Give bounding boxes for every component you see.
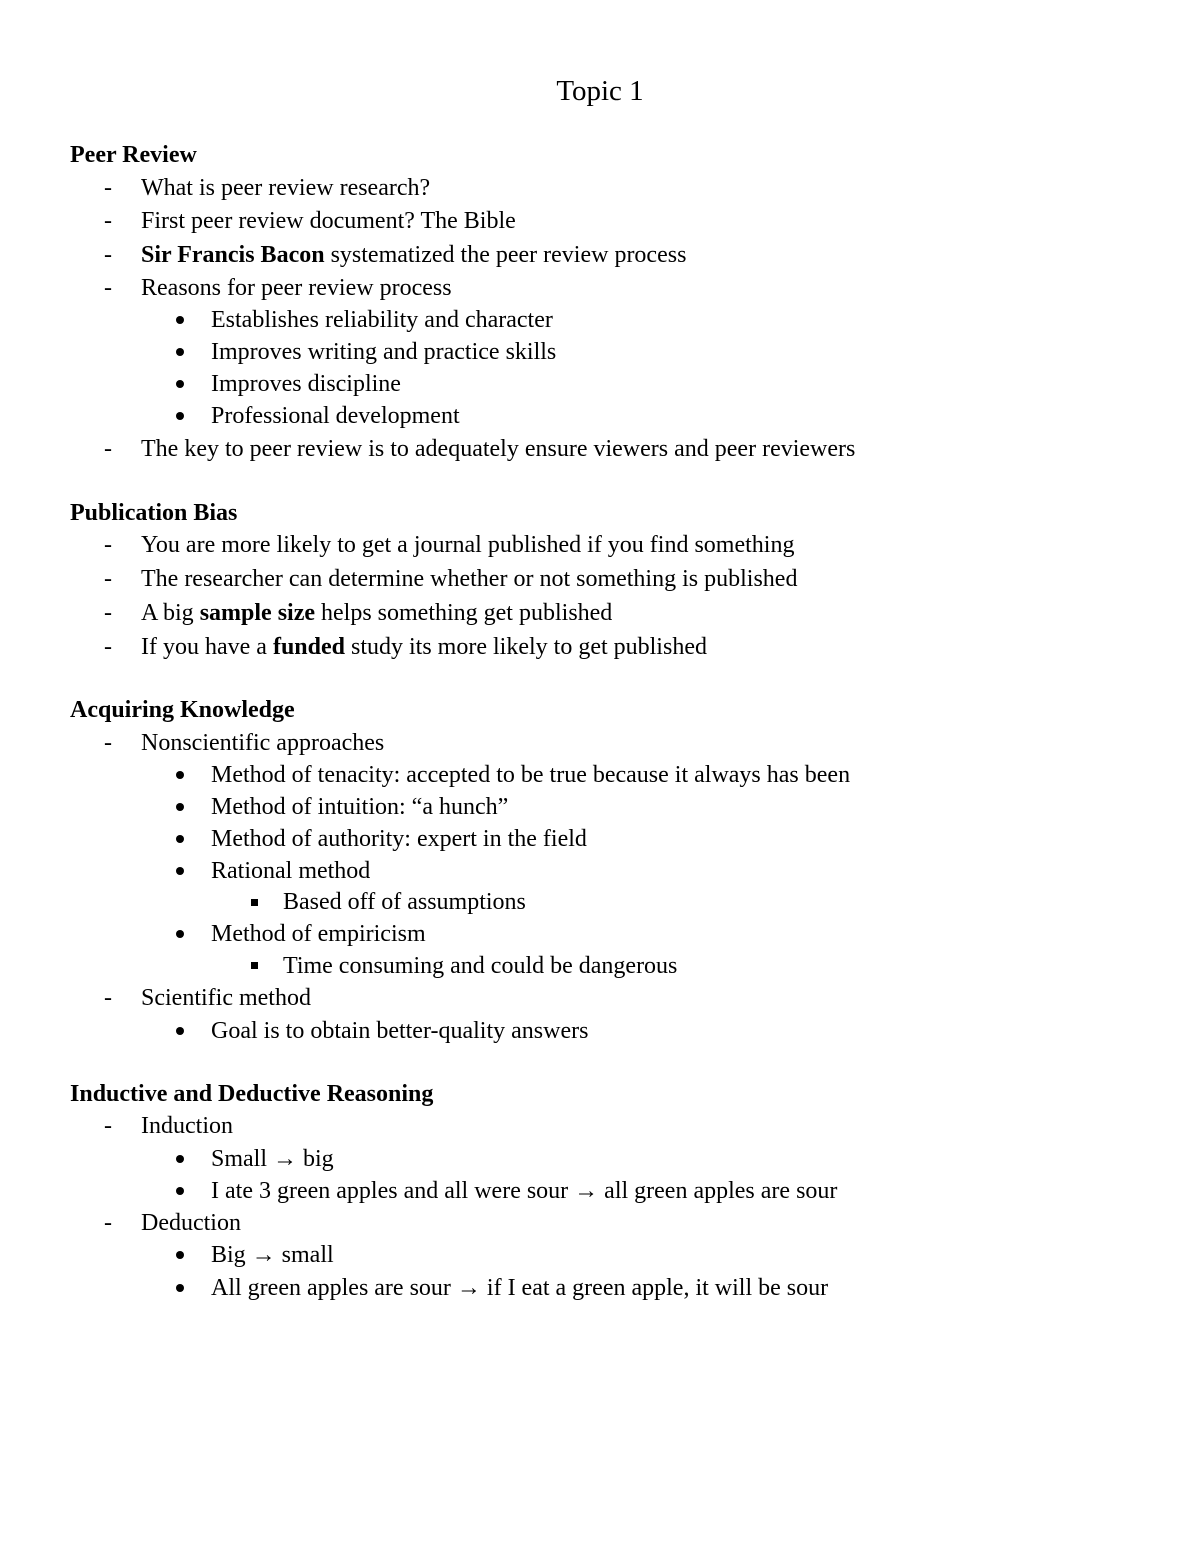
bold-term: sample size — [199, 600, 315, 626]
list-item: Time consuming and could be dangerous — [283, 953, 678, 979]
bullet-icon — [176, 412, 184, 420]
list-item-text: A big — [141, 600, 200, 626]
bullet-icon — [176, 1027, 184, 1035]
bullet-icon — [176, 930, 184, 938]
bullet-icon — [176, 803, 184, 811]
list-item: Goal is to obtain better-quality answers — [211, 1018, 589, 1044]
bold-term: Sir Francis Bacon — [141, 242, 325, 268]
list-item: Method of tenacity: accepted to be true because it always has been — [211, 762, 851, 788]
list-item-text: helps something get published — [315, 600, 613, 626]
bullet-icon — [176, 348, 184, 356]
list-item: Method of authority: expert in the field — [211, 826, 587, 852]
list-item: Reasons for peer review process — [141, 275, 452, 301]
dash-marker: - — [104, 242, 112, 268]
section-heading-reasoning: Inductive and Deductive Reasoning — [70, 1081, 434, 1107]
dash-marker: - — [104, 275, 112, 301]
list-item: Improves discipline — [211, 371, 401, 397]
dash-marker: - — [104, 1113, 112, 1139]
list-item: You are more likely to get a journal published if you find something — [141, 532, 795, 558]
list-item: Improves writing and practice skills — [211, 339, 557, 365]
dash-marker: - — [104, 730, 112, 756]
bullet-icon — [176, 867, 184, 875]
bullet-icon — [176, 380, 184, 388]
section-heading-peer-review: Peer Review — [70, 142, 197, 168]
list-item: Nonscientific approaches — [141, 730, 385, 756]
bullet-icon — [176, 1284, 184, 1292]
list-item — [141, 241, 686, 269]
list-item: Method of intuition: “a hunch” — [211, 794, 509, 820]
list-item-text: study its more likely to get published — [345, 634, 707, 660]
dash-marker: - — [104, 436, 112, 462]
list-item: Scientific method — [141, 985, 311, 1011]
section-heading-acquiring-knowledge: Acquiring Knowledge — [70, 697, 295, 723]
list-item: All green apples are sour → if I eat a green apple, it will be sour — [211, 1275, 829, 1301]
square-bullet-icon — [251, 899, 258, 906]
list-item: What is peer review research? — [141, 175, 431, 201]
list-item: First peer review document? The Bible — [141, 208, 516, 234]
list-item — [141, 599, 612, 627]
list-item-text: systematized the peer review process — [324, 242, 687, 268]
dash-marker: - — [104, 600, 112, 626]
list-item: Rational method — [211, 858, 371, 884]
section-heading-publication-bias: Publication Bias — [70, 500, 238, 526]
list-item: Deduction — [141, 1210, 241, 1236]
bold-term: funded — [272, 634, 345, 660]
dash-marker: - — [104, 208, 112, 234]
bullet-icon — [176, 316, 184, 324]
bullet-icon — [176, 771, 184, 779]
dash-marker: - — [104, 1210, 112, 1236]
list-item: Based off of assumptions — [283, 889, 526, 915]
dash-marker: - — [104, 532, 112, 558]
list-item: The researcher can determine whether or not something is published — [141, 566, 798, 592]
list-item — [141, 633, 707, 661]
list-item: Establishes reliability and character — [211, 307, 553, 333]
dash-marker: - — [104, 985, 112, 1011]
list-item: Induction — [141, 1113, 233, 1139]
list-item: The key to peer review is to adequately ensure viewers and peer reviewers — [141, 436, 856, 462]
dash-marker: - — [104, 634, 112, 660]
bullet-icon — [176, 835, 184, 843]
list-item: Method of empiricism — [211, 921, 426, 947]
list-item: I ate 3 green apples and all were sour → all green apples are sour — [211, 1178, 838, 1204]
bullet-icon — [176, 1251, 184, 1259]
document-title: Topic 1 — [556, 75, 644, 107]
bullet-icon — [176, 1187, 184, 1195]
list-item: Small → big — [211, 1146, 334, 1172]
bullet-icon — [176, 1155, 184, 1163]
list-item: Big → small — [211, 1242, 334, 1268]
list-item-text: If you have a — [141, 634, 273, 660]
list-item: Professional development — [211, 403, 460, 429]
dash-marker: - — [104, 175, 112, 201]
square-bullet-icon — [251, 962, 258, 969]
dash-marker: - — [104, 566, 112, 592]
